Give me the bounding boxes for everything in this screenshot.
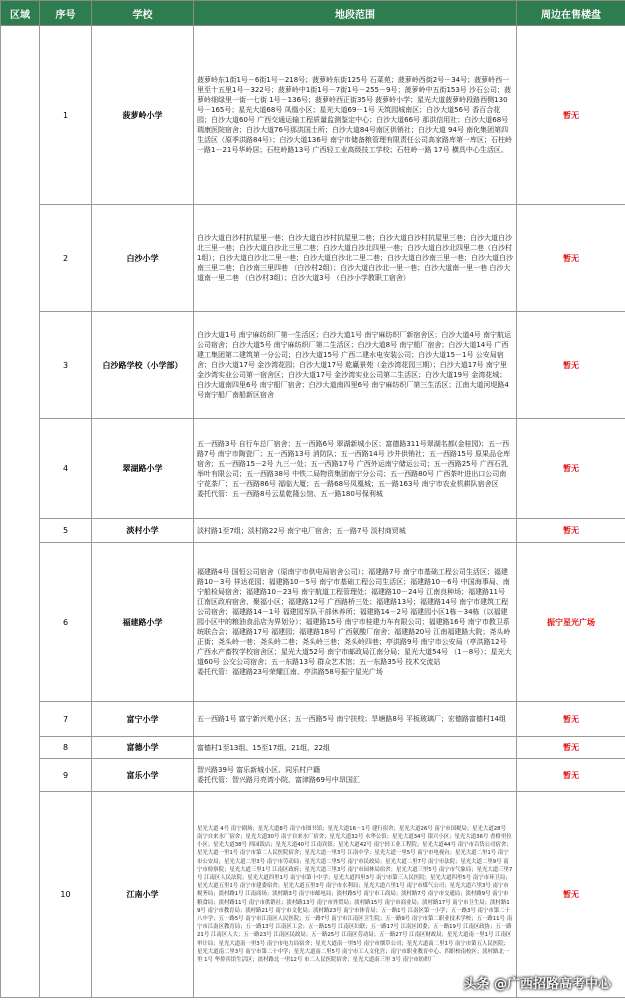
table-row — [1, 519, 625, 543]
table-row — [1, 205, 625, 312]
school-name: 富乐小学 — [92, 759, 194, 792]
school-name: 菠萝岭小学 — [92, 26, 194, 205]
nearby-property: 暂无 — [517, 419, 625, 519]
district-range: 白沙大道白沙村抗屋里一巷；白沙大道白沙村抗屋里二巷；白沙大道白沙村抗屋里三巷；白沙大道白沙北三里一巷；白沙大道白沙北三里二巷；白沙大道白沙北四里一巷；白沙大道白沙北四里二巷（白沙村1组）；白沙大道白沙北二里一巷；白沙大道白沙北二里二巷；白沙大道白沙南三里一巷；白沙大道白沙南三里二巷；白沙南三里四巷 （白沙村2组）；白沙大道白沙北一里一巷；白沙大道南一里一巷 白沙大道南一里二巷 （白沙村3组）；白沙大道3号 （白沙小学教职工宿舍） — [194, 205, 517, 312]
table-row — [1, 26, 625, 205]
row-index: 8 — [40, 737, 92, 759]
nearby-property: 暂无 — [517, 759, 625, 792]
school-name: 江南小学 — [92, 792, 194, 998]
nearby-property: 暂无 — [517, 312, 625, 419]
header-range: 地段范围 — [194, 1, 517, 26]
district-range: 富德村1至13组、15至17组、21组、22组 — [194, 737, 517, 759]
district-range: 五一西路3号 自行车总厂宿舍；五一西路6号 翠湖新城小区；富德路311号翠湖名都(金桂园)；五一西路7号 南宁市陶瓷厂；五一西路13号 消防队；五一西路14号 沙井供销社；五一西路15号 原果品仓库宿舍；五一西路15－2号 九三一处；五一西路17号 广西外运南宁储运公司；五一西路25号 广西石乳举叶有限公司；五一西路38号 中铁二局物资集团南宁分公司；五一西路80号 广西茶叶进出口公司南宁花茶厂；五一西路86号 福临大厦；五一路68号凤凰城；五一路163号 南宁市农业机耕队宿舍区 委托代管：五一西路8号云星乾隆公馆、五一路180号保利城 — [194, 419, 517, 519]
district-range: 五一西路1号 富宁新兴苑小区；五一西路5号 南宁扶校；旱塘路8号 平板玻璃厂；宏德路富德村14组 — [194, 702, 517, 737]
row-index: 5 — [40, 519, 92, 543]
header-school: 学校 — [92, 1, 194, 26]
nearby-property: 振宁星光广场 — [517, 543, 625, 702]
row-index: 7 — [40, 702, 92, 737]
header-region: 区域 — [1, 1, 40, 26]
nearby-property: 暂无 — [517, 26, 625, 205]
header-index: 序号 — [40, 1, 92, 26]
nearby-property: 暂无 — [517, 205, 625, 312]
header-property: 周边在售楼盘 — [517, 1, 625, 26]
school-name: 富德小学 — [92, 737, 194, 759]
nearby-property: 暂无 — [517, 702, 625, 737]
school-name: 白沙小学 — [92, 205, 194, 312]
row-index: 9 — [40, 759, 92, 792]
row-index: 10 — [40, 792, 92, 998]
nearby-property: 暂无 — [517, 737, 625, 759]
school-name: 翠湖路小学 — [92, 419, 194, 519]
nearby-property: 暂无 — [517, 519, 625, 543]
table-row — [1, 737, 625, 759]
district-range: 星光大道 4号 南宁剧场；星光大道8号 南宁市图书馆；星光大道16－1号 建行宿舍；星光大道26号 南宁市国税局；星光大道28号 南宁自来水厂宿舍；星光大道30号 南宁自来水厂宿舍；星光大道32号 永华公馆；星光大道34号 银兴小区；星光大道36号 香格里拉小区；星光大道38号 西园饭店；星光大道40号 江南宾馆；星光大道42号 南宁轻工业工程院；星光大道44号 南宁市百货公司宿舍；星光大道一里1号 南宁市第二人民医院宿舍；星光大道一里3号 江南中学；星光大道一里5号 南宁市电视台；星光大道二里1号 南宁市公安局；星光大道二里3号 南宁市劳动局；星光大道二里5号 南宁市民政局；星光大道二里7号 南宁市法院；星光大道二里9号 南宁市检察院；星光大道三里1号 江南区政府；星光大道三里3号 南宁市园林局宿舍；星光大道三里5号 南宁市气象局；星光大道三里7号 江南区人民法院；星光大道四里1号 南宁市第十中学；星光大道四里3号 南宁市第三人民医院；星光大道四里5号 南宁市环卫局；星光大道五里1号 南宁市建委宿舍；星光大道五里3号 南宁市水利局；星光大道六里1号 南宁市煤气公司；星光大道六里3号 南宁市税务局；淡村路1号 江南商场；淡村路3号 南宁市邮电局；淡村路5号 南宁市工商局；淡村路7号 南宁市交通局；淡村路9号 南宁市粮食局；淡村路11号 南宁市供销社；淡村路13号 南宁市外贸局；淡村路15号 南宁市商业局；淡村路17号 南宁市卫生局；淡村路19号 南宁市教育局；淡村路21号 南宁市文化局；淡村路23号 南宁市体育局；五一路1号 江南区第一小学；五一路3号 南宁市第二十八中学；五一路5号 南宁市江南区人民医院；五一路7号 南宁市江南区卫生院；五一路9号 南宁市第二职业技术学校；五一路11号 南宁市江南区教育局；五一路13号 江南区工会；五一路15号 江南区妇联；五一路17号 江南区团委；五一路19号 江南区政协；五一路21号 江南区人大；五一路23号 江南区民政局；五一路25号 江南区劳动局；五一路27号 江南区财政局；星光大道南一里1号 江南区审计局；星光大道南一里3号 南宁市电力局宿舍；星光大道南一里5号 南宁市烟草公司；星光大道南二里1号 南宁市第五人民医院；星光大道南二里3号 南宁市第二十中学；星光大道南二里5号 南宁市工人文化宫；南宁市职业教育中心、四职校南校区；淡村路北一里 1号 华侨宾馆生活区；淡村路北一里12号 市二人民医院宿舍；星光大道南三里 3号 南宁市纺织厂 — [194, 792, 517, 998]
row-index: 1 — [40, 26, 92, 205]
district-range: 菠萝岭东1街1号－6街1号－218号；菠萝岭东街125号 石菜苑；菠萝岭西街2号－34号；菠萝岭西一里至十五里1号－322号；菠萝岭中1街1号－7街1号－255－9号；菠萝岭中五街153号 沙石公司；菠萝岭细绿里一街一七街 1号－136号；菠萝岭西正街35号 菠萝岭小学；星光大道菠萝岭段路西侧130号－165号；星光大道68号 凤凰小区；星光大道69－1号 天筑园城南区；白沙大道56号 香百合花园；白沙大道60号 广西交通运输工程质量监测鉴定中心；白沙大道66号 那洪信用社；白沙大道68号 瑞康医院宿舍；白沙大道76号那洪国土所；白沙大道84号南区供销社；白沙大道 94号 南化集团第四生活区（原季洪路84号）；白沙大道136号 南宁市储备粮管理有限责任公司高家路库第一库区；石柱岭一路1－21号华岭居；石柱岭路13号 广西轻工业高级技工学校；石柱岭一路 17号 横具中心生活区。 — [194, 26, 517, 205]
district-range: 福建路4号 国恒公司宿舍（原南宁市供电局宿舍公司）；福建路7号 南宁市基础工程公司生活区；福建路10－3号 祥达花园；福建路10－5号 南宁市基础工程公司生活区；福建路10－6号 中国海事局、南宁船检局宿舍；福建路10－23号 南宁航道工程管理处；福建路10－24号 江南良种场；福建路11号 江南区政府宿舍、聚福小区；福建路12号 广西路桥三处；福建路13号；福建路14号 南宁市建筑工程公司宿舍；福建路14－1号 福建园军队干部休养所；福建路14－2号 福建园小区1栋－34栋（以福建园小区中的粮油食品店为界划分）；福建路15号 南宁市桂建力车有限公司；福建路16号 南宁市教卫系统联合会；福建路17号 福建园；福建路18号 广西氨酸厂宿舍；福建路20号 江南福建路大院；尧头岭正街；尧头岭一巷；尧头岭二巷；尧头岭三巷；尧头岭四巷；亭洪路9号 南宁市公安局（亭洪路12号 广西水产畜牧学校宿舍区；星光大道52号 南宁市邮政局江南分局；星光大道54号 （1－8号）；星光大道60号 公交公司宿舍；五一东路13号 群众艺术馆；五一东路35号 技术交流站 委托代管：福建路23号荣耀江南、亭洪路58号振宁星光广场 — [194, 543, 517, 702]
district-range: 淡村路1至7组；淡村路22号 南宁电厂宿舍；五一路7号 淡村商贸城 — [194, 519, 517, 543]
table-row — [1, 312, 625, 419]
table-row — [1, 702, 625, 737]
table-row — [1, 543, 625, 702]
district-range: 智兴路39号 富乐新城小区、同乐村户籍 委托代管：智兴路月亮湾小院、富津路69号中昂国汇 — [194, 759, 517, 792]
row-index: 3 — [40, 312, 92, 419]
school-name: 淡村小学 — [92, 519, 194, 543]
table-row — [1, 792, 625, 998]
nearby-property: 暂无 — [517, 792, 625, 998]
row-index: 2 — [40, 205, 92, 312]
watermark: 头条 @广西招路高考中心 — [463, 977, 611, 992]
school-name: 白沙路学校（小学部） — [92, 312, 194, 419]
district-range: 白沙大道1号 南宁麻纺织厂第一生活区；白沙大道1号 南宁麻纺织厂新宿舍区；白沙大道4号 南宁航运公司宿舍；白沙大道5号 南宁麻纺织厂第二生活区；白沙大道8号 南宁船厂宿舍；白沙大道14号 广西建工集团第二建筑第一分公司；白沙大道15号 广西二建水电安装公司；白沙大道15－1号 公安局宿舍；白沙大道17号 金沙湾花园；白沙大道17号 乾赢景苑（金沙湾花园三期）；白沙大道17号 南宁里金沙湾实业公司第一宿舍区；白沙大道17号 金沙湾实业公司第二生活区；白沙大道19号 金湾花城；白沙大道南四里6号 南宁船厂宿舍；白沙大道南四里6号 南宁麻纺织厂第三生活区；江南大道河堤路4号南宁船厂南船新区宿舍 — [194, 312, 517, 419]
row-index: 6 — [40, 543, 92, 702]
row-index: 4 — [40, 419, 92, 519]
school-name: 福建路小学 — [92, 543, 194, 702]
table-row — [1, 419, 625, 519]
region-cell — [1, 26, 40, 998]
header-row — [1, 1, 625, 26]
table-row — [1, 759, 625, 792]
school-name: 富宁小学 — [92, 702, 194, 737]
